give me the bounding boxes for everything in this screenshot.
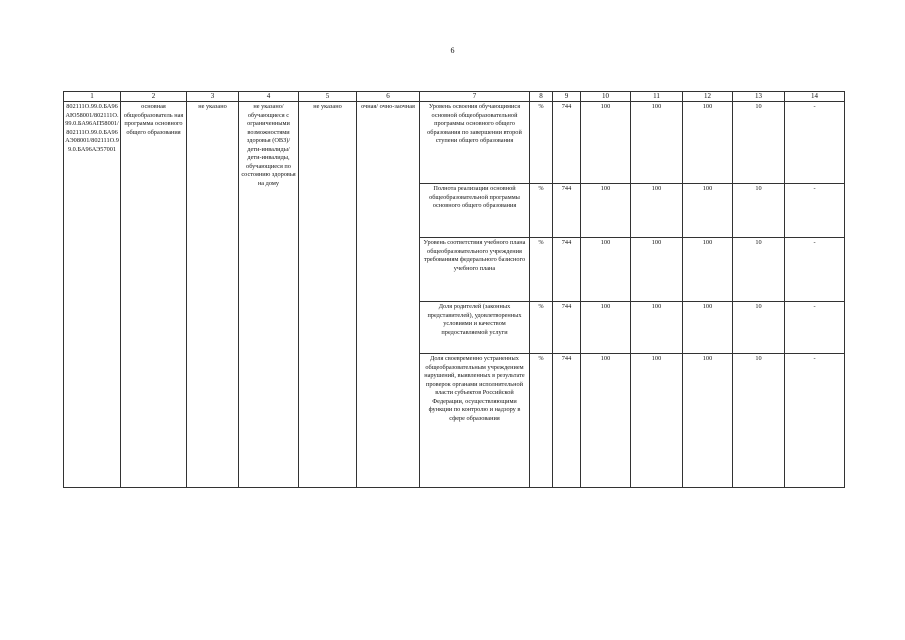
unit-cell: % xyxy=(530,184,553,238)
deviation-cell: 10 xyxy=(733,238,785,302)
deviation-abs-cell: - xyxy=(785,354,845,488)
registry-codes-cell: 802111О.99.0.БА96АЮ58001/802111О.99.0.БА96АП58001/802111О.99.0.БА96АЭ08001/802111О.99.0.БА96АЭ57001 xyxy=(64,102,121,488)
header-col-4: 4 xyxy=(239,92,299,102)
header-col-10: 10 xyxy=(581,92,631,102)
value-cell: 100 xyxy=(581,238,631,302)
value-cell: 100 xyxy=(581,302,631,354)
value-cell: 100 xyxy=(683,102,733,184)
value-cell: 100 xyxy=(683,354,733,488)
okei-code-cell: 744 xyxy=(553,102,581,184)
deviation-abs-cell: - xyxy=(785,302,845,354)
okei-code-cell: 744 xyxy=(553,238,581,302)
page-number: 6 xyxy=(450,46,455,55)
unit-cell: % xyxy=(530,102,553,184)
header-col-8: 8 xyxy=(530,92,553,102)
unit-cell: % xyxy=(530,238,553,302)
deviation-cell: 10 xyxy=(733,302,785,354)
indicator-cell: Доля родителей (законных представителей), удовлетворенных условиями и качеством предоставляемой услуги xyxy=(420,302,530,354)
deviation-cell: 10 xyxy=(733,354,785,488)
program-cell: основная общеобразователь ная программа основного общего образования xyxy=(121,102,187,488)
unit-cell: % xyxy=(530,354,553,488)
col3-cell: не указано xyxy=(187,102,239,488)
value-cell: 100 xyxy=(683,238,733,302)
header-col-5: 5 xyxy=(299,92,357,102)
header-col-14: 14 xyxy=(785,92,845,102)
okei-code-cell: 744 xyxy=(553,184,581,238)
value-cell: 100 xyxy=(631,238,683,302)
deviation-cell: 10 xyxy=(733,184,785,238)
value-cell: 100 xyxy=(581,354,631,488)
service-quality-table xyxy=(63,91,845,488)
value-cell: 100 xyxy=(581,184,631,238)
indicator-cell: Уровень соответствия учебного плана общеобразовательного учреждения требованиям федерального базисного учебного плана xyxy=(420,238,530,302)
table-row xyxy=(64,102,845,184)
header-col-7: 7 xyxy=(420,92,530,102)
header-col-6: 6 xyxy=(357,92,420,102)
category-cell: не указано/ обучающиеся с ограниченными возможностями здоровья (ОВЗ)/ дети-инвалиды/ дети-инвалиды, обучающиеся по состоянию здоровья на дому xyxy=(239,102,299,488)
deviation-abs-cell: - xyxy=(785,238,845,302)
value-cell: 100 xyxy=(683,184,733,238)
deviation-abs-cell: - xyxy=(785,102,845,184)
header-col-3: 3 xyxy=(187,92,239,102)
header-col-12: 12 xyxy=(683,92,733,102)
header-col-11: 11 xyxy=(631,92,683,102)
okei-code-cell: 744 xyxy=(553,302,581,354)
indicator-cell: Уровень освоения обучающимися основной общеобразовательной программы основного общего образования по завершении второй ступени общего образования xyxy=(420,102,530,184)
unit-cell: % xyxy=(530,302,553,354)
value-cell: 100 xyxy=(631,354,683,488)
header-col-1: 1 xyxy=(64,92,121,102)
value-cell: 100 xyxy=(631,302,683,354)
value-cell: 100 xyxy=(683,302,733,354)
value-cell: 100 xyxy=(581,102,631,184)
col5-cell: не указано xyxy=(299,102,357,488)
header-col-2: 2 xyxy=(121,92,187,102)
indicator-cell: Полнота реализации основной общеобразовательной программы основного общего образования xyxy=(420,184,530,238)
okei-code-cell: 744 xyxy=(553,354,581,488)
value-cell: 100 xyxy=(631,184,683,238)
value-cell: 100 xyxy=(631,102,683,184)
form-cell: очная/ очно-заочная xyxy=(357,102,420,488)
indicator-cell: Доля своевременно устраненных общеобразовательным учреждением нарушений, выявленных в результате проверок органами исполнительной власти субъектов Российской Федерации, осуществляющими функции по контролю и надзору в сфере образования xyxy=(420,354,530,488)
deviation-cell: 10 xyxy=(733,102,785,184)
deviation-abs-cell: - xyxy=(785,184,845,238)
header-col-13: 13 xyxy=(733,92,785,102)
header-row xyxy=(64,92,845,102)
header-col-9: 9 xyxy=(553,92,581,102)
